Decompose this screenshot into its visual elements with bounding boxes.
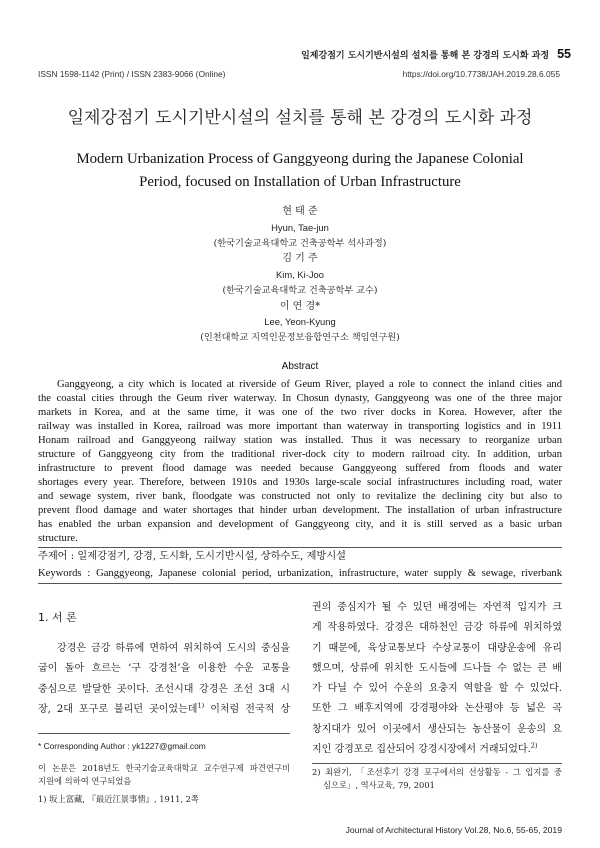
corresponding-author: * Corresponding Author : yk1227@gmail.com (38, 741, 206, 751)
author-name-korean: 이 연 경* (279, 300, 321, 312)
title-english-line: Period, focused on Installation of Urban Infrastructure (139, 174, 461, 190)
body-line: 가 다닐 수 있어 수운의 요충지 역할을 할 수 있었다. (312, 683, 562, 695)
abstract-heading: Abstract (281, 361, 319, 372)
body-line: 또한 그 배후지역에 강경평야와 논산평야 등 넓은 곡 (312, 703, 562, 715)
abstract-line: has enabled the urban expansion and development of Ganggyeong city, and it is still served as a basic urban (38, 519, 562, 530)
running-header (301, 47, 571, 63)
body-line: 창지대가 있어 이곳에서 생산되는 농산물이 운송의 요 (312, 723, 562, 735)
author-name-english: Hyun, Tae-jun (271, 221, 329, 233)
footnote-line: 심으로」, 역사교육, 79, 2001 (323, 780, 435, 790)
title-english (0, 148, 600, 194)
footnote-line: 2) 최완기, 「조선후기 강경 포구에서의 선상활동 - 그 입지를 중 (312, 767, 562, 777)
page-number: 55 (557, 47, 571, 61)
funding-line: 지원에 의하여 연구되었음 (38, 776, 132, 786)
journal-footer: Journal of Architectural History Vol.28, No.6, 55-65, 2019 (345, 825, 562, 835)
abstract-line: shortages every year. Therefore, between 1910s and 1930s large-scale social infrastructures including road, water (38, 477, 562, 488)
running-title: 일제강점기 도시기반시설의 설치를 통해 본 강경의 도시화 과정 (301, 51, 550, 61)
author (0, 299, 600, 346)
funding-note (38, 762, 290, 788)
keywords-bottom-divider (38, 583, 562, 584)
author-affiliation: (한국기술교육대학교 건축공학부 석사과정) (213, 237, 387, 249)
author-affiliation: (인천대학교 지역인문정보융합연구소 책임연구원) (200, 332, 400, 343)
footnote-2 (312, 766, 562, 792)
author-name-korean: 김 기 주 (282, 253, 318, 265)
author-name-korean: 현 태 준 (282, 206, 318, 217)
body-line: 중심으로 발달한 곳이다. 조선시대 강경은 조선 3대 시 (38, 683, 290, 695)
keywords-top-divider (38, 547, 562, 548)
body-line: 기 때문에, 육상교통보다 수상교통이 대량운송에 유리 (312, 642, 562, 654)
issn: ISSN 1598-1142 (Print) / ISSN 2383-9066 (Online) (38, 69, 226, 79)
footnote-1: 1) 坂上富藏, 『最近江景事情』, 1911, 2쪽 (38, 794, 199, 804)
abstract-line: Ganggyeong, a city which is located at riverside of Geum River, played a role to connect the inland cities and (57, 379, 562, 390)
footnote-divider (38, 733, 290, 734)
author-name-english: Lee, Yeon-Kyung (264, 316, 336, 328)
body-line (312, 740, 562, 760)
footnote-divider (312, 763, 562, 764)
abstract-line: infrastructure to prevent flood damage was needed because Ganggyeong suffered from floods and water (38, 463, 562, 474)
body-line: 권의 중심지가 될 수 있던 배경에는 자연적 입지가 크 (312, 602, 562, 613)
author-affiliation: (한국기술교육대학교 건축공학부 교수) (222, 284, 378, 296)
body-text: 장, 2대 포구로 불리던 곳이었는데 (38, 703, 198, 715)
keywords-korean: 주제어 : 일제강점기, 강경, 도시화, 도시기반시설, 상하수도, 제방시설 (38, 551, 346, 562)
abstract-line: railway was installed in Korea, railroad was more important than waterway in transporting logistics and in 1911 (38, 421, 562, 432)
keywords-english: Keywords : Ganggyeong, Japanese colonial period, urbanization, infrastructure, water supply & sewage, riverbank (38, 568, 562, 579)
author-name-english: Kim, Ki-Joo (276, 269, 324, 280)
body-line: 강경은 금강 하류에 면하여 위치하여 도시의 중심을 (57, 643, 290, 654)
body-text: 이처럼 전국적 상 (204, 703, 290, 715)
body-right-column (312, 598, 562, 760)
author (0, 204, 600, 251)
author-list (0, 204, 600, 346)
body-line: 게 작용하였다. 강경은 대하천인 금강 하류에 위치하였 (312, 622, 562, 634)
doi: https://doi.org/10.7738/JAH.2019.28.6.055 (402, 69, 560, 79)
abstract-line: markets in Korea, and at the same time, it was one of the two river docks in Korea. However, after the (38, 407, 562, 418)
body-line: 했으며, 상류에 위치한 도시들에 드나들 수 없는 큰 배 (312, 662, 562, 674)
abstract-line: prevent flood damage and water shortages that hinder urban development. The installation of urban infrastructure (38, 505, 562, 516)
title-korean: 일제강점기 도시기반시설의 설치를 통해 본 강경의 도시화 과정 (67, 108, 533, 128)
abstract-line: and sewage system, river bank, floodgate was constructed not only to revitalize the declining city but also to (38, 491, 562, 502)
body-text: 지인 강경포로 집산되어 강경시장에서 거래되었다. (312, 744, 531, 756)
body-left-column (38, 639, 290, 720)
footnote-ref: 2) (530, 741, 538, 750)
abstract-line: Honam railroad and Ganggyeong railway station was installed. Thus it was necessary to reorganize urban (38, 435, 562, 446)
body-line: 굽이 돌아 흐르는 ‘구 강경천’을 이용한 수운 교통을 (38, 663, 290, 675)
section-heading: 1. 서 론 (38, 611, 77, 624)
footnote-ref: 1) (197, 701, 205, 710)
abstract-body (38, 378, 562, 546)
title-english-line: Modern Urbanization Process of Ganggyeong during the Japanese Colonial (76, 151, 524, 167)
author (0, 251, 600, 298)
funding-line: 이 논문은 2018년도 한국기술교육대학교 교수연구제 파견연구비 (38, 763, 290, 773)
body-line (38, 700, 290, 720)
abstract-line: structure. (38, 533, 78, 544)
abstract-line: structure of Ganggyeong city from the traditional river-dock city to modern railroad city. In addition, urban (38, 449, 562, 460)
abstract-line: the coastal cities through the Geum river waterway. In Chosun dynasty, Ganggyeong was one of the three major (38, 393, 562, 404)
